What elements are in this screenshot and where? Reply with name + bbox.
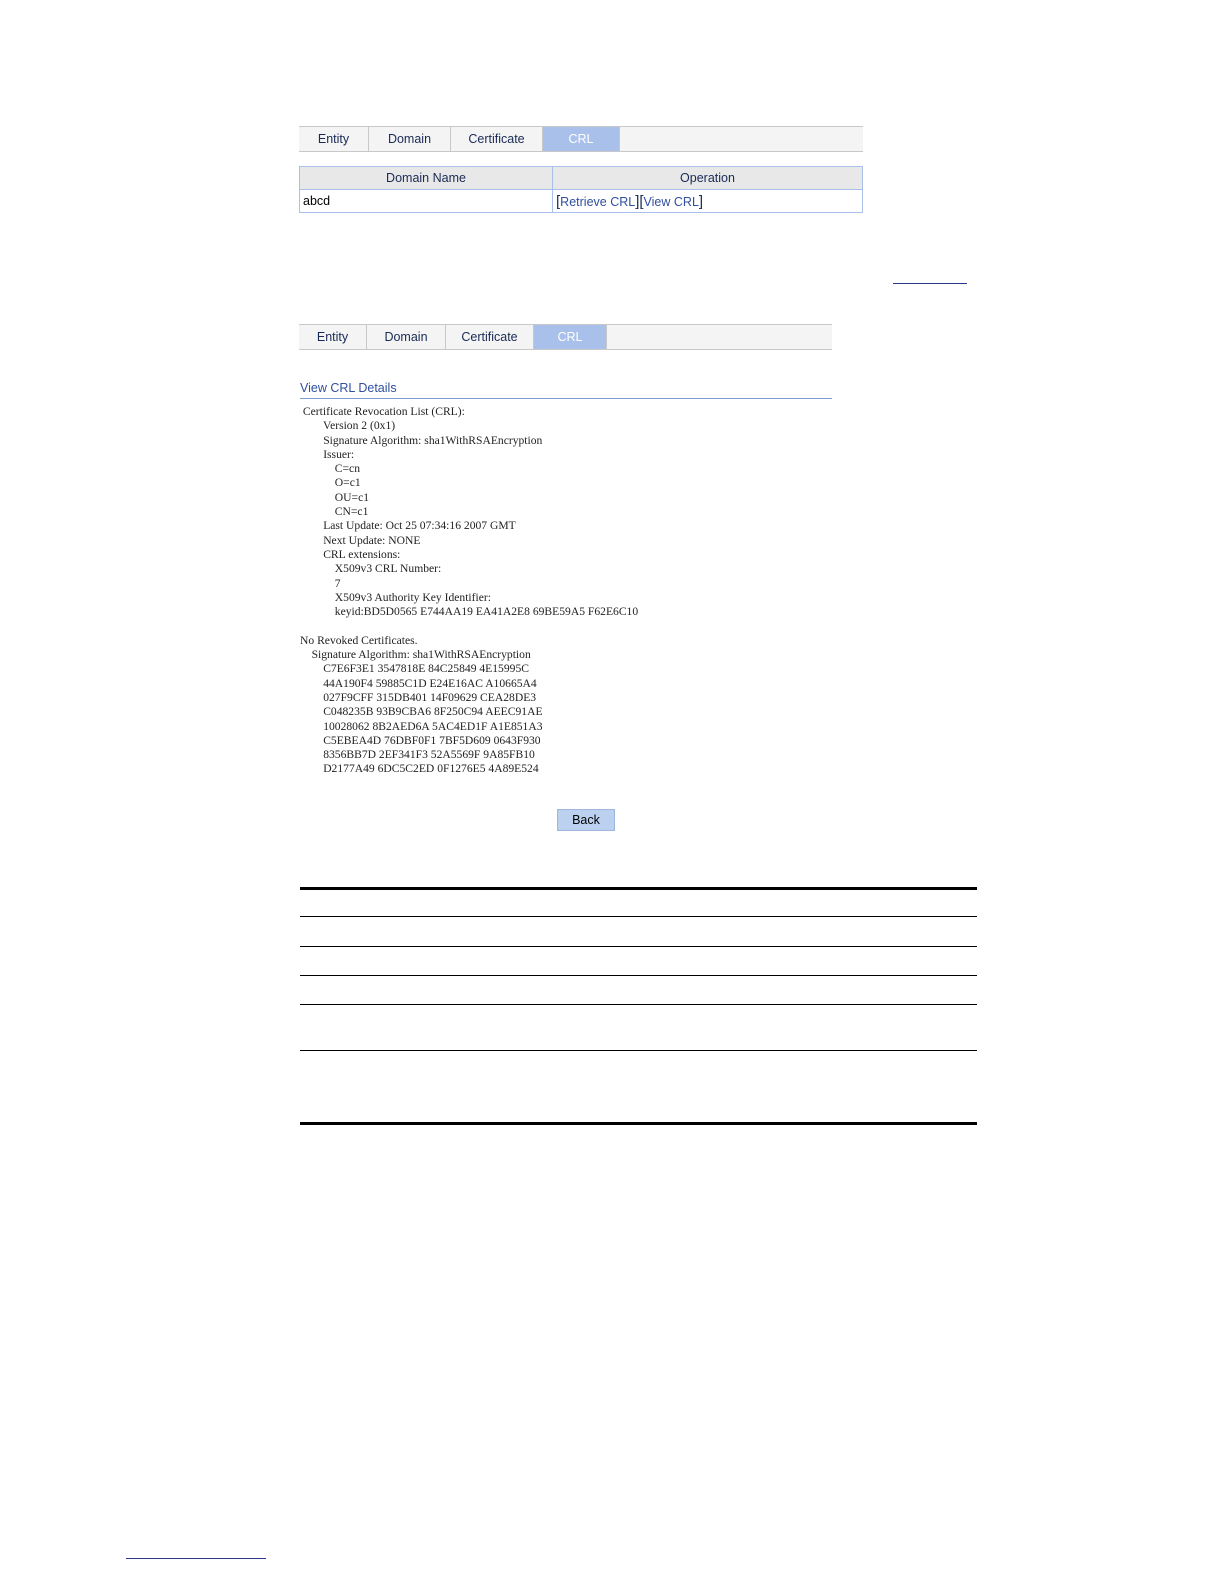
table-row-divider — [300, 1004, 977, 1005]
footnote-underline — [126, 1558, 266, 1559]
table-row-divider — [300, 946, 977, 947]
table-row-divider — [300, 916, 977, 917]
tab-bar-details — [299, 324, 832, 350]
bracket-open: [ — [639, 192, 644, 210]
column-header-domain-name: Domain Name — [300, 167, 553, 190]
view-crl-link[interactable]: View CRL — [643, 194, 699, 209]
bracket-close: ] — [635, 192, 640, 210]
tab-crl[interactable]: CRL — [534, 325, 607, 349]
table-top-rule — [300, 887, 977, 890]
retrieve-crl-link[interactable]: Retrieve CRL — [560, 194, 636, 209]
column-header-operation: Operation — [553, 167, 863, 190]
domain-name-cell: abcd — [300, 190, 553, 213]
tab-domain[interactable]: Domain — [367, 325, 446, 349]
tab-bar-filler — [620, 127, 863, 151]
figure-reference-underline — [893, 283, 967, 284]
bracket-close: ] — [698, 192, 704, 210]
tab-entity[interactable]: Entity — [299, 127, 369, 151]
tab-certificate[interactable]: Certificate — [446, 325, 534, 349]
tab-certificate[interactable]: Certificate — [451, 127, 543, 151]
tab-entity[interactable]: Entity — [299, 325, 367, 349]
tab-bar-top — [299, 126, 863, 152]
view-crl-details-title: View CRL Details — [300, 381, 832, 399]
table-bottom-rule — [300, 1122, 977, 1125]
tab-domain[interactable]: Domain — [369, 127, 451, 151]
table-row-divider — [300, 975, 977, 976]
operation-cell — [553, 190, 863, 213]
tab-bar-filler — [607, 325, 832, 349]
tab-crl[interactable]: CRL — [543, 127, 620, 151]
crl-details-text: Certificate Revocation List (CRL): Version 2 (0x1) Signature Algorithm: sha1WithRSAEncryption Issuer: C=cn O=c1 OU=c1 CN=c1 Last Update: Oct 25 07:34:16 2007 GMT Next Update: NONE CRL extensions: X509v3 CRL Number: 7 X509v3 Authority Key Identifier: keyid:BD5D0565 E744AA19 EA41A2E8 69BE59A5 F62E6C10 No Revoked Certificates. Signature Algorithm: sha1WithRSAEncryption C7E6F3E1 3547818E 84C25849 4E15995C 44A190F4 59885C1D E24E16AC A10665A4 027F9CFF 315DB401 14F09629 CEA28DE3 C048235B 93B9CBA6 8F250C94 AEEC91AE 10028062 8B2AED6A 5AC4ED1F A1E851A3 C5EBEA4D 76DBF0F1 7BF5D609 0643F930 8356BB7D 2EF341F3 52A5569F 9A85FB10 D2177A49 6DC5C2ED 0F1276E5 4A89E524 — [300, 405, 639, 776]
bracket-open: [ — [556, 192, 561, 210]
table-row-divider — [300, 1050, 977, 1051]
crl-domain-table — [299, 166, 863, 213]
back-button[interactable]: Back — [557, 809, 615, 831]
table-row — [300, 190, 863, 213]
table-header-row — [300, 167, 863, 190]
